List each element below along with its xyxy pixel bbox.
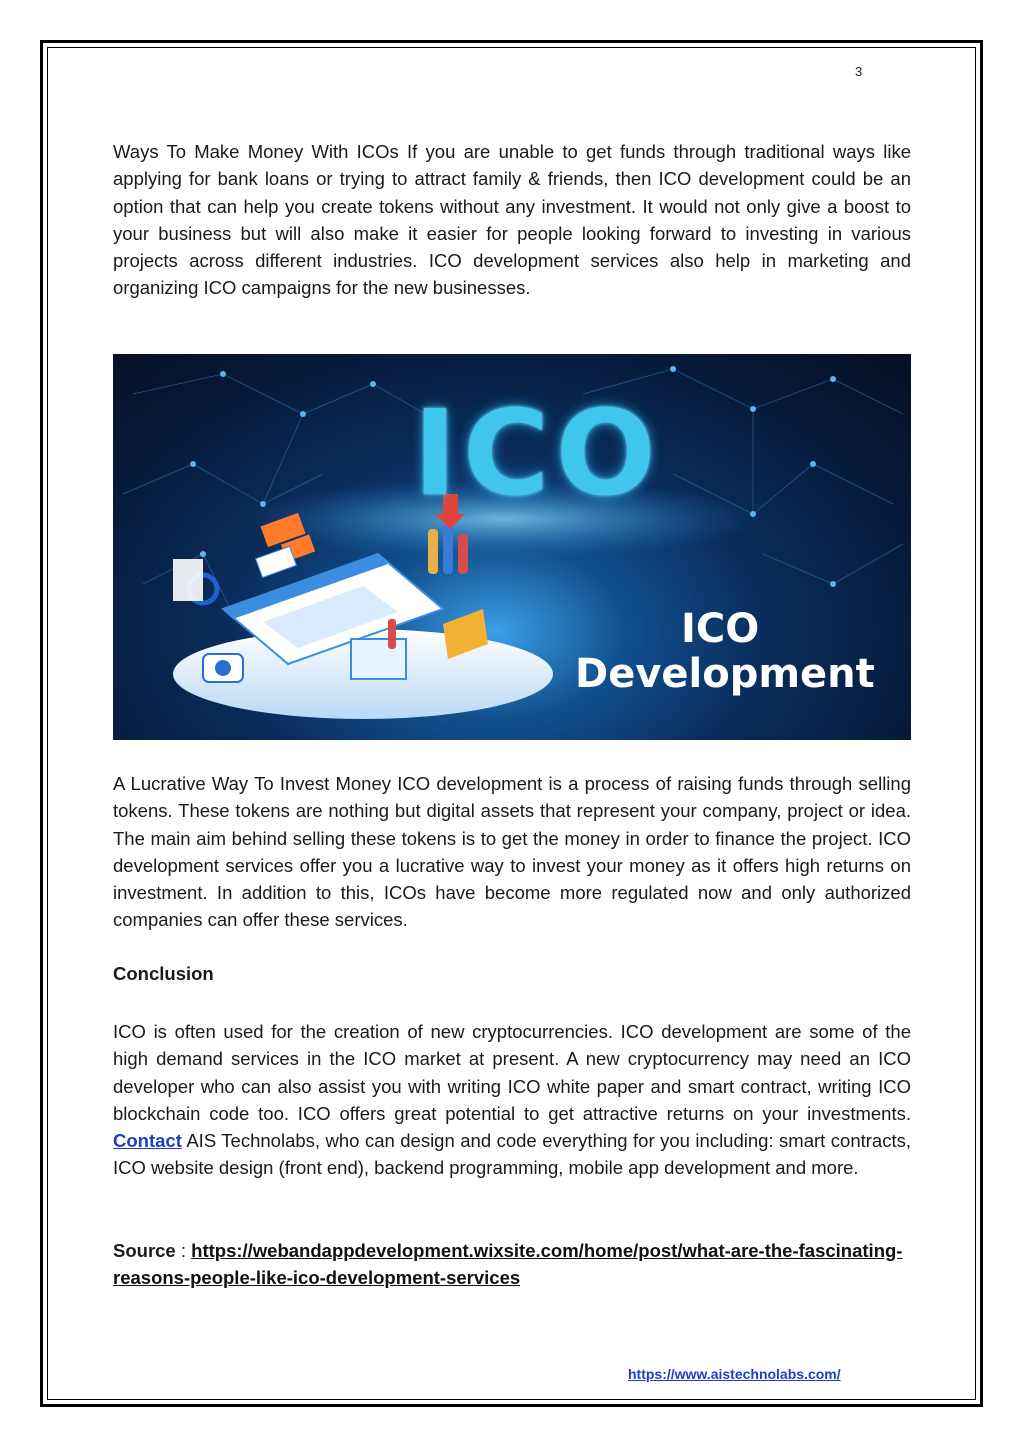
- magnifier-icon: [173, 559, 217, 603]
- hero-title-ico: ICO: [413, 384, 662, 522]
- ico-development-illustration: [113, 354, 911, 740]
- source-separator: :: [175, 1240, 192, 1261]
- page-number: 3: [855, 64, 863, 79]
- paragraph-lucrative-way: A Lucrative Way To Invest Money ICO development is a process of raising funds through selling tokens. These tokens are nothing but digital assets that represent your company, project or idea. The main aim behind selling these tokens is to get the money in order to finance the project. ICO development services offer you a lucrative way to invest your money as it offers high returns on investment. In addition to this, ICOs have become more regulated now and only authorized companies can offer these services.: [113, 773, 911, 931]
- paragraph-ways-to-make-money: Ways To Make Money With ICOs If you are unable to get funds through traditional ways like applying for bank loans or trying to attract family & friends, then ICO development could be an option that can help you create tokens without any investment. It would not only give a boost to your business but will also make it easier for people looking forward to investing in various projects across different industries. ICO development services also help in marketing and organizing ICO campaigns for the new businesses.: [113, 141, 911, 299]
- conclusion-text-after: AIS Technolabs, who can design and code everything for you including: smart contracts, ICO website design (front end), backend programming, mobile app development and more.: [113, 1130, 911, 1179]
- source-line: [113, 1237, 911, 1292]
- source-label: Source: [113, 1240, 176, 1261]
- hero-subtitle-development: Development: [575, 651, 875, 697]
- source-url-link[interactable]: https://webandappdevelopment.wixsite.com/home/post/what-are-the-fascinating-reasons-people-like-ico-development-services: [113, 1240, 903, 1289]
- conclusion-text-before: ICO is often used for the creation of new cryptocurrencies. ICO development are some of the high demand services in the ICO market at present. A new cryptocurrency may need an ICO developer who can also assist you with writing ICO white paper and smart contract, writing ICO blockchain code too. ICO offers great potential to get attractive returns on your investments.: [113, 1021, 911, 1124]
- footer-website-link[interactable]: https://www.aistechnolabs.com/: [628, 1366, 841, 1382]
- conclusion-heading: Conclusion: [113, 963, 214, 984]
- paragraph-conclusion: [113, 1018, 911, 1182]
- camera-icon: [203, 654, 243, 682]
- contact-link[interactable]: Contact: [113, 1130, 182, 1152]
- hero-subtitle-ico: ICO: [681, 606, 760, 652]
